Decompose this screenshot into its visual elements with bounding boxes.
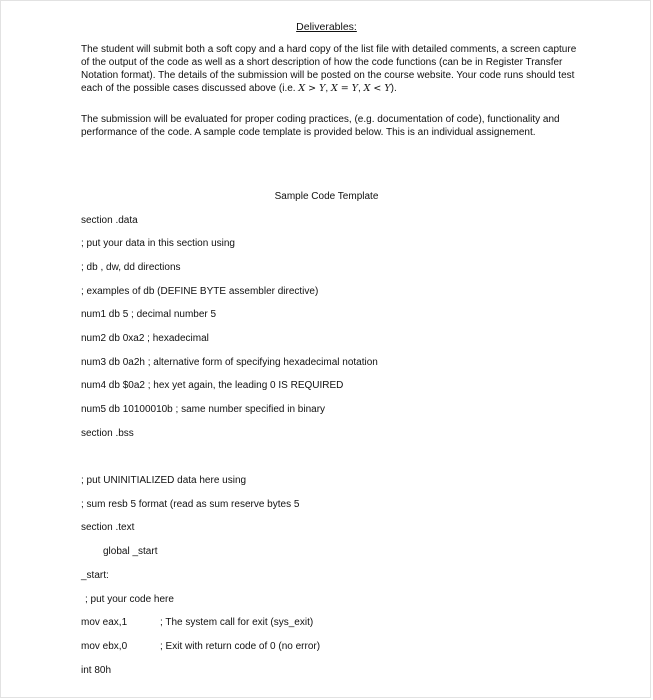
code-line: num2 db 0xa2 ; hexadecimal bbox=[81, 333, 209, 344]
code-line: section .data bbox=[81, 215, 138, 226]
code-instruction: mov eax,1 bbox=[81, 617, 128, 628]
code-line: section .text bbox=[81, 522, 135, 533]
paragraph-evaluation: The submission will be evaluated for proper coding practices, (e.g. documentation of code), functionality and performance of the code. A sample code template is provided below. This is an individual assignement. bbox=[81, 114, 560, 138]
code-line: num4 db $0a2 ; hex yet again, the leading 0 IS REQUIRED bbox=[81, 380, 344, 391]
paragraph-deliverables: The student will submit both a soft copy and a hard copy of the list file with detailed comments, a screen capture of the output of the code as well as a short description of how the code functions (can be in Register Transfer Notation format). The details of the submission will be posted on the course website. Your code runs should test each of the possible cases discussed above (i.e. X > Y, X = Y, X < Y). bbox=[81, 44, 577, 94]
code-line: ; examples of db (DEFINE BYTE assembler directive) bbox=[81, 286, 319, 297]
code-line: ; put UNINITIALIZED data here using bbox=[81, 475, 247, 486]
code-instruction: int 80h bbox=[81, 665, 112, 676]
code-line: section .bss bbox=[81, 428, 134, 439]
paragraph-deliverables-ending: ). bbox=[390, 83, 397, 94]
code-line: num3 db 0a2h ; alternative form of specifying hexadecimal notation bbox=[81, 357, 378, 368]
code-line: ; db , dw, dd directions bbox=[81, 262, 181, 273]
code-line: num1 db 5 ; decimal number 5 bbox=[81, 309, 217, 320]
code-comment: ; Exit with return code of 0 (no error) bbox=[160, 641, 321, 652]
code-line: _start: bbox=[81, 570, 109, 581]
paragraph-deliverables-text: The student will submit both a soft copy and a hard copy of the list file with detailed comments, a screen capture of the output of the code as well as a short description of how the code functions (can be in Register Transfer Notation format). The details of the submission will be posted on the course website. Your code runs should test each of the possible cases discussed above (i.e. bbox=[81, 44, 577, 94]
code-line: ; put your code here bbox=[85, 594, 174, 605]
deliverables-heading: Deliverables: bbox=[296, 21, 357, 33]
case-equal: X = Y bbox=[330, 83, 359, 94]
code-comment: ; The system call for exit (sys_exit) bbox=[160, 617, 314, 628]
code-instruction: mov ebx,0 bbox=[81, 641, 128, 652]
case-less: X < Y bbox=[363, 83, 391, 94]
code-line: ; sum resb 5 format (read as sum reserve bytes 5 bbox=[81, 499, 300, 510]
sample-code-title: Sample Code Template bbox=[274, 191, 379, 202]
case-greater: X > Y bbox=[298, 83, 326, 94]
code-line: ; put your data in this section using bbox=[81, 238, 235, 249]
code-line: global _start bbox=[103, 546, 158, 557]
code-line: num5 db 10100010b ; same number specified in binary bbox=[81, 404, 326, 415]
